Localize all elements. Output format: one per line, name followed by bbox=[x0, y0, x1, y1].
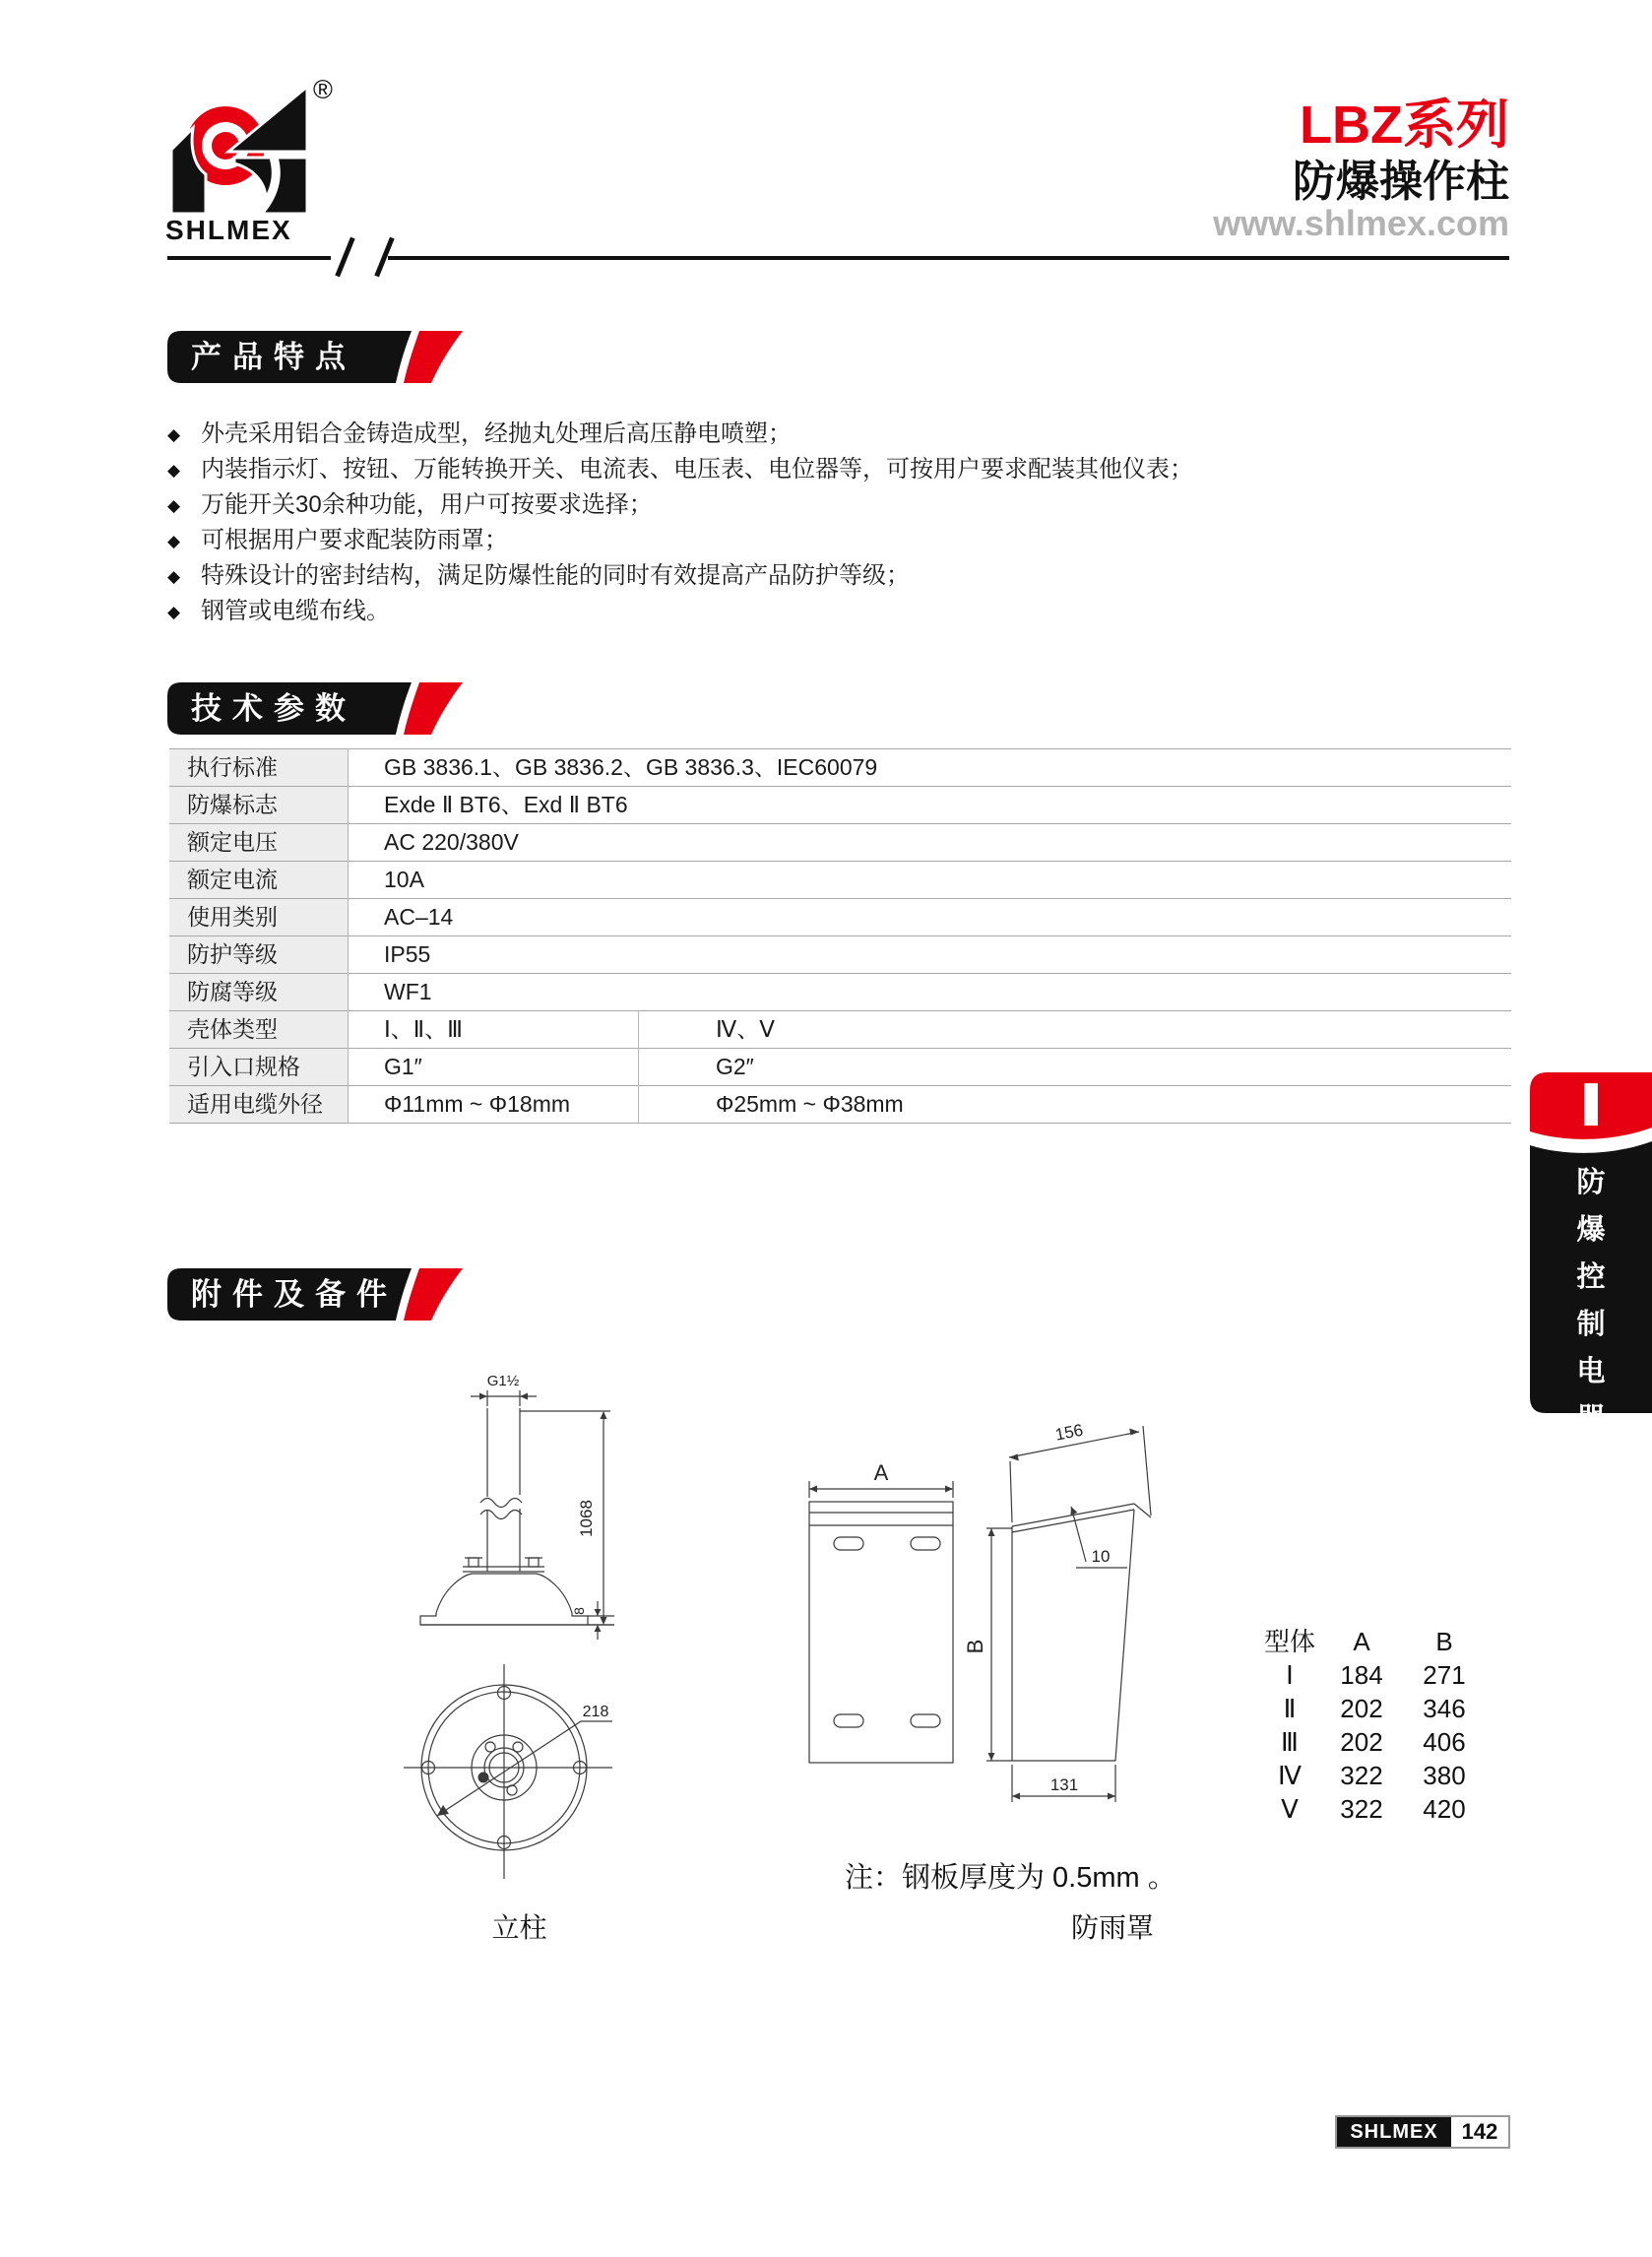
feature-item bbox=[167, 526, 1398, 555]
category-label-vertical bbox=[1530, 1160, 1652, 1484]
size-table-header-cell: A bbox=[1353, 1627, 1370, 1656]
feature-text: 特殊设计的密封结构，满足防爆性能的同时有效提高产品防护等级； bbox=[201, 562, 910, 589]
table-line bbox=[169, 861, 1511, 862]
dim-lip: 10 bbox=[1091, 1547, 1111, 1566]
section-title-specs: 技术参数 bbox=[191, 691, 356, 726]
column-caption: 立柱 bbox=[491, 1912, 547, 1943]
category-char: 制 bbox=[1576, 1309, 1606, 1340]
category-char: 类 bbox=[1576, 1451, 1606, 1482]
diamond-bullet-icon: ◆ bbox=[167, 532, 181, 550]
dim-base-thickness: 8 bbox=[571, 1607, 587, 1615]
footer-brand: SHLMEX bbox=[1337, 2117, 1451, 2147]
size-table-header-cell: 型体 bbox=[1263, 1627, 1315, 1656]
section-title-features: 产品特点 bbox=[191, 340, 356, 374]
spec-value: Φ25mm ~ Φ38mm bbox=[716, 1091, 904, 1117]
size-table-row bbox=[1258, 1792, 1487, 1826]
section-banner-features bbox=[167, 331, 463, 383]
size-cell: 420 bbox=[1423, 1794, 1466, 1824]
size-cell: 406 bbox=[1423, 1727, 1466, 1757]
size-cell: 202 bbox=[1340, 1694, 1383, 1723]
rain-cover-caption: 防雨罩 bbox=[1070, 1912, 1154, 1943]
spec-label: 引入口规格 bbox=[187, 1054, 300, 1079]
size-cell: Ⅱ bbox=[1283, 1694, 1297, 1723]
table-line bbox=[638, 1010, 639, 1123]
table-line bbox=[169, 935, 1511, 936]
table-line bbox=[348, 748, 349, 1123]
size-table-header-cell: B bbox=[1435, 1627, 1453, 1656]
size-cell: 380 bbox=[1423, 1761, 1466, 1790]
table-line bbox=[169, 786, 1511, 787]
category-char: 爆 bbox=[1576, 1214, 1606, 1246]
spec-value: GB 3836.1、GB 3836.2、GB 3836.3、IEC60079 bbox=[384, 754, 878, 780]
spec-value: AC 220/380V bbox=[384, 829, 519, 855]
diamond-bullet-icon: ◆ bbox=[167, 425, 181, 444]
rain-cover-drawing bbox=[788, 1379, 1172, 1827]
size-cell: 271 bbox=[1423, 1660, 1466, 1690]
size-cell: 184 bbox=[1340, 1660, 1383, 1690]
spec-label: 防爆标志 bbox=[187, 792, 278, 817]
category-char: 电 bbox=[1576, 1356, 1606, 1387]
spec-value: Exde Ⅱ BT6、Exd Ⅱ BT6 bbox=[384, 792, 628, 817]
spec-value: G2″ bbox=[716, 1054, 754, 1079]
feature-item bbox=[167, 561, 1398, 591]
size-table-header bbox=[1258, 1625, 1487, 1658]
diamond-bullet-icon: ◆ bbox=[167, 496, 181, 515]
table-line bbox=[169, 1123, 1511, 1124]
diamond-bullet-icon: ◆ bbox=[167, 603, 181, 621]
size-cell: Ⅳ bbox=[1278, 1761, 1302, 1790]
spec-label: 使用类别 bbox=[187, 904, 278, 930]
spec-label: 执行标准 bbox=[187, 754, 278, 780]
feature-text: 钢管或电缆布线。 bbox=[201, 598, 390, 624]
spec-label: 防护等级 bbox=[187, 941, 278, 967]
feature-item bbox=[167, 455, 1398, 484]
category-char: 防 bbox=[1576, 1167, 1606, 1198]
product-title: 防爆操作柱 bbox=[1293, 158, 1509, 206]
table-line bbox=[169, 823, 1511, 824]
feature-item bbox=[167, 419, 1398, 449]
category-char: 器 bbox=[1576, 1403, 1606, 1435]
size-table-row bbox=[1258, 1725, 1487, 1759]
brand-wordmark: SHLMEX bbox=[165, 215, 292, 245]
spec-label: 防腐等级 bbox=[187, 979, 278, 1004]
spec-value: IP55 bbox=[384, 941, 431, 967]
feature-text: 内装指示灯、按钮、万能转换开关、电流表、电压表、电位器等，可按用户要求配装其他仪表； bbox=[201, 456, 1193, 483]
column-drawing-svg bbox=[404, 1371, 669, 1883]
spec-value: Ⅳ、Ⅴ bbox=[716, 1016, 775, 1042]
spec-value: G1″ bbox=[384, 1054, 422, 1079]
registered-trademark-icon: ® bbox=[313, 75, 333, 104]
section-title-accessories: 附件及备件 bbox=[191, 1277, 398, 1312]
brand-logo bbox=[169, 73, 312, 216]
spec-label: 额定电流 bbox=[187, 867, 278, 892]
size-cell: 202 bbox=[1340, 1727, 1383, 1757]
rain-cover-drawing-svg bbox=[788, 1379, 1172, 1822]
thickness-note: 注：钢板厚度为 0.5mm 。 bbox=[845, 1862, 1176, 1894]
size-cell: Ⅲ bbox=[1281, 1727, 1299, 1757]
spec-label: 适用电缆外径 bbox=[187, 1091, 323, 1117]
size-cell: Ⅰ bbox=[1286, 1660, 1294, 1690]
diamond-bullet-icon: ◆ bbox=[167, 461, 181, 480]
category-char: 控 bbox=[1576, 1261, 1606, 1293]
table-line bbox=[169, 1048, 1511, 1049]
size-table-row bbox=[1258, 1658, 1487, 1692]
diamond-bullet-icon: ◆ bbox=[167, 567, 181, 586]
category-index: I bbox=[1577, 1070, 1605, 1139]
series-title: LBZ系列 bbox=[1300, 96, 1509, 155]
website-url: www.shlmex.com bbox=[1213, 203, 1509, 243]
size-cell: 322 bbox=[1340, 1761, 1383, 1790]
dim-height-label: B bbox=[963, 1639, 987, 1654]
spec-value: WF1 bbox=[384, 979, 432, 1004]
dim-top-width: 156 bbox=[1053, 1420, 1085, 1445]
size-table-row bbox=[1258, 1692, 1487, 1725]
dim-thread: G1½ bbox=[486, 1373, 520, 1389]
feature-item bbox=[167, 597, 1398, 626]
dim-height: 1068 bbox=[577, 1500, 596, 1537]
footer-page-badge bbox=[1335, 2115, 1510, 2149]
table-line bbox=[169, 898, 1511, 899]
spec-value: AC–14 bbox=[384, 904, 454, 930]
size-table-row bbox=[1258, 1759, 1487, 1792]
column-drawing bbox=[404, 1371, 669, 1888]
dim-base-diameter: 218 bbox=[582, 1704, 609, 1720]
spec-label: 额定电压 bbox=[187, 829, 278, 855]
brand-logo-mark bbox=[169, 73, 312, 216]
dim-bottom-width: 131 bbox=[1049, 1775, 1079, 1794]
feature-text: 万能开关30余种功能，用户可按要求选择； bbox=[201, 491, 653, 518]
spec-label: 壳体类型 bbox=[187, 1016, 278, 1042]
size-cell: 346 bbox=[1423, 1694, 1466, 1723]
page-number: 142 bbox=[1461, 2119, 1498, 2144]
table-line bbox=[169, 1010, 1511, 1011]
size-table bbox=[1258, 1625, 1487, 1826]
feature-text: 外壳采用铝合金铸造成型，经抛丸处理后高压静电喷塑； bbox=[201, 420, 792, 447]
spec-value: 10A bbox=[384, 867, 424, 892]
dim-width-label: A bbox=[873, 1460, 889, 1485]
spec-value: Ⅰ、Ⅱ、Ⅲ bbox=[384, 1016, 463, 1042]
section-banner-specs bbox=[167, 682, 463, 735]
feature-text: 可根据用户要求配装防雨罩； bbox=[201, 527, 508, 553]
feature-item bbox=[167, 490, 1398, 520]
section-banner-accessories bbox=[167, 1268, 463, 1321]
size-cell: 322 bbox=[1340, 1794, 1383, 1824]
size-cell: Ⅴ bbox=[1281, 1794, 1299, 1824]
table-line bbox=[169, 973, 1511, 974]
spec-value: Φ11mm ~ Φ18mm bbox=[384, 1091, 571, 1117]
